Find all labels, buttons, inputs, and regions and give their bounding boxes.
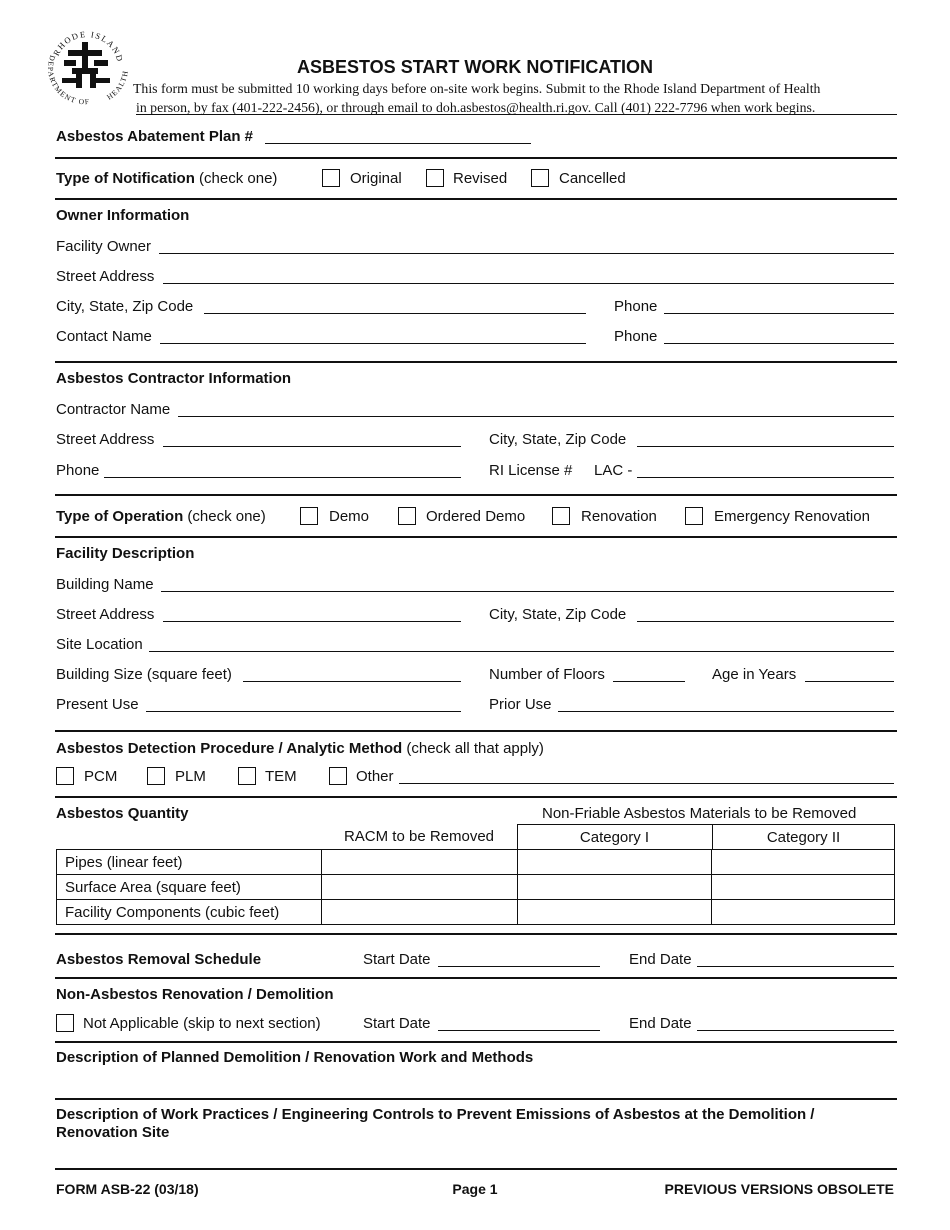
removal-end-label: End Date <box>629 951 692 968</box>
contractor-street-field[interactable] <box>163 446 461 447</box>
removal-schedule-heading: Asbestos Removal Schedule <box>56 951 262 968</box>
instructions-line-2: in person, by fax (401-222-2456), or through email to doh.asbestos@health.ri.gov. Call (401) 222-7796 when work begins. <box>136 100 816 115</box>
surface-racm-cell[interactable] <box>321 875 517 900</box>
facility-street-label: Street Address <box>56 606 155 623</box>
removal-end-field[interactable] <box>697 966 894 967</box>
notification-type-label: Type of Notification (check one) <box>56 170 278 187</box>
quantity-table <box>56 849 895 925</box>
facility-owner-label: Facility Owner <box>56 238 152 255</box>
revised-label: Revised <box>453 170 508 187</box>
components-racm-cell[interactable] <box>321 900 517 925</box>
contact-name-label: Contact Name <box>56 328 152 345</box>
original-label: Original <box>350 170 402 187</box>
pipes-cat2-cell[interactable] <box>712 850 895 875</box>
contractor-city-label: City, State, Zip Code <box>489 431 627 448</box>
demo-checkbox[interactable] <box>300 507 318 525</box>
plm-checkbox[interactable] <box>147 767 165 785</box>
seal-text-right: HEALTH <box>105 69 130 102</box>
emergency-renovation-checkbox[interactable] <box>685 507 703 525</box>
surface-cat2-cell[interactable] <box>712 875 895 900</box>
owner-phone2-field[interactable] <box>664 343 894 344</box>
building-size-label: Building Size (square feet) <box>56 666 232 683</box>
non-asbestos-end-field[interactable] <box>697 1030 894 1031</box>
not-applicable-checkbox[interactable] <box>56 1014 74 1032</box>
quantity-heading: Asbestos Quantity <box>56 805 189 822</box>
owner-street-field[interactable] <box>163 283 894 284</box>
removal-start-field[interactable] <box>438 966 600 967</box>
pipes-cat1-cell[interactable] <box>517 850 712 875</box>
table-row <box>57 900 895 925</box>
cancelled-label: Cancelled <box>559 170 626 187</box>
seal-text-top: RHODE ISLAND <box>50 28 126 64</box>
contractor-city-field[interactable] <box>637 446 894 447</box>
age-label: Age in Years <box>712 666 797 683</box>
floors-field[interactable] <box>613 681 685 682</box>
other-checkbox[interactable] <box>329 767 347 785</box>
components-cat1-cell[interactable] <box>517 900 712 925</box>
non-asbestos-start-label: Start Date <box>363 1015 431 1032</box>
ordered-demo-checkbox[interactable] <box>398 507 416 525</box>
owner-city-field[interactable] <box>204 313 586 314</box>
owner-phone1-field[interactable] <box>664 313 894 314</box>
site-location-label: Site Location <box>56 636 143 653</box>
pcm-checkbox[interactable] <box>56 767 74 785</box>
seal-text-left: DEPARTMENT OF <box>46 54 91 107</box>
row-label-components: Facility Components (cubic feet) <box>57 900 322 925</box>
racm-header: RACM to be Removed <box>343 828 495 845</box>
original-checkbox[interactable] <box>322 169 340 187</box>
category-1-header: Category I <box>579 829 650 846</box>
facility-city-label: City, State, Zip Code <box>489 606 627 623</box>
owner-phone1-label: Phone <box>614 298 658 315</box>
removal-start-label: Start Date <box>363 951 431 968</box>
contact-name-field[interactable] <box>160 343 586 344</box>
table-row <box>57 850 895 875</box>
renovation-label: Renovation <box>581 508 657 525</box>
building-name-label: Building Name <box>56 576 154 593</box>
tem-checkbox[interactable] <box>238 767 256 785</box>
contractor-heading: Asbestos Contractor Information <box>56 370 292 387</box>
cancelled-checkbox[interactable] <box>531 169 549 187</box>
contractor-phone-label: Phone <box>56 462 100 479</box>
previous-versions-obsolete: PREVIOUS VERSIONS OBSOLETE <box>664 1181 894 1197</box>
page-number: Page 1 <box>452 1181 498 1197</box>
operation-type-label: Type of Operation (check one) <box>56 508 266 525</box>
owner-heading: Owner Information <box>56 207 190 224</box>
demo-label: Demo <box>329 508 370 525</box>
row-label-pipes: Pipes (linear feet) <box>57 850 322 875</box>
other-label: Other <box>356 768 394 785</box>
contractor-phone-field[interactable] <box>104 477 461 478</box>
facility-heading: Facility Description <box>56 545 195 562</box>
emergency-renovation-label: Emergency Renovation <box>714 508 870 525</box>
components-cat2-cell[interactable] <box>712 900 895 925</box>
not-applicable-label: Not Applicable (skip to next section) <box>83 1015 321 1032</box>
building-size-field[interactable] <box>243 681 461 682</box>
owner-phone2-label: Phone <box>614 328 658 345</box>
present-use-field[interactable] <box>146 711 461 712</box>
age-field[interactable] <box>805 681 894 682</box>
renovation-checkbox[interactable] <box>552 507 570 525</box>
description-demolition-heading: Description of Planned Demolition / Renovation Work and Methods <box>56 1049 534 1066</box>
license-field[interactable] <box>637 477 894 478</box>
prior-use-field[interactable] <box>558 711 894 712</box>
pcm-label: PCM <box>84 768 118 785</box>
facility-street-field[interactable] <box>163 621 461 622</box>
surface-cat1-cell[interactable] <box>517 875 712 900</box>
contractor-name-label: Contractor Name <box>56 401 171 418</box>
pipes-racm-cell[interactable] <box>321 850 517 875</box>
table-row <box>57 875 895 900</box>
building-name-field[interactable] <box>161 591 894 592</box>
abatement-plan-field[interactable] <box>265 143 531 144</box>
floors-label: Number of Floors <box>489 666 605 683</box>
lac-label: LAC - <box>594 462 633 479</box>
description-demolition-field[interactable] <box>56 1068 894 1096</box>
license-label: RI License # <box>489 462 573 479</box>
form-title: ASBESTOS START WORK NOTIFICATION <box>297 57 653 77</box>
present-use-label: Present Use <box>56 696 139 713</box>
plm-label: PLM <box>175 768 206 785</box>
tem-label: TEM <box>265 768 297 785</box>
prior-use-label: Prior Use <box>489 696 552 713</box>
category-2-header: Category II <box>766 829 841 846</box>
detection-label: Asbestos Detection Procedure / Analytic Method (check all that apply) <box>56 740 544 757</box>
ordered-demo-label: Ordered Demo <box>426 508 526 525</box>
nonfriable-header: Non-Friable Asbestos Materials to be Removed <box>542 805 857 822</box>
facility-owner-field[interactable] <box>159 253 894 254</box>
facility-city-field[interactable] <box>637 621 894 622</box>
site-location-field[interactable] <box>149 651 894 652</box>
non-asbestos-heading: Non-Asbestos Renovation / Demolition <box>56 986 334 1003</box>
owner-street-label: Street Address <box>56 268 155 285</box>
description-practices-heading-line-2: Renovation Site <box>56 1124 170 1141</box>
non-asbestos-start-field[interactable] <box>438 1030 600 1031</box>
abatement-plan-label: Asbestos Abatement Plan # <box>56 128 253 145</box>
description-practices-heading-line-1: Description of Work Practices / Engineering Controls to Prevent Emissions of Asbestos at the Demolition / <box>56 1106 815 1123</box>
form-id: FORM ASB-22 (03/18) <box>56 1181 199 1197</box>
owner-city-label: City, State, Zip Code <box>56 298 194 315</box>
contractor-street-label: Street Address <box>56 431 155 448</box>
description-practices-field[interactable] <box>56 1144 894 1166</box>
contractor-name-field[interactable] <box>178 416 894 417</box>
non-asbestos-end-label: End Date <box>629 1015 692 1032</box>
row-label-surface: Surface Area (square feet) <box>57 875 322 900</box>
other-field[interactable] <box>399 783 894 784</box>
revised-checkbox[interactable] <box>426 169 444 187</box>
instructions-line-1: This form must be submitted 10 working days before on-site work begins. Submit to the Rhode Island Department of Health <box>133 81 821 96</box>
